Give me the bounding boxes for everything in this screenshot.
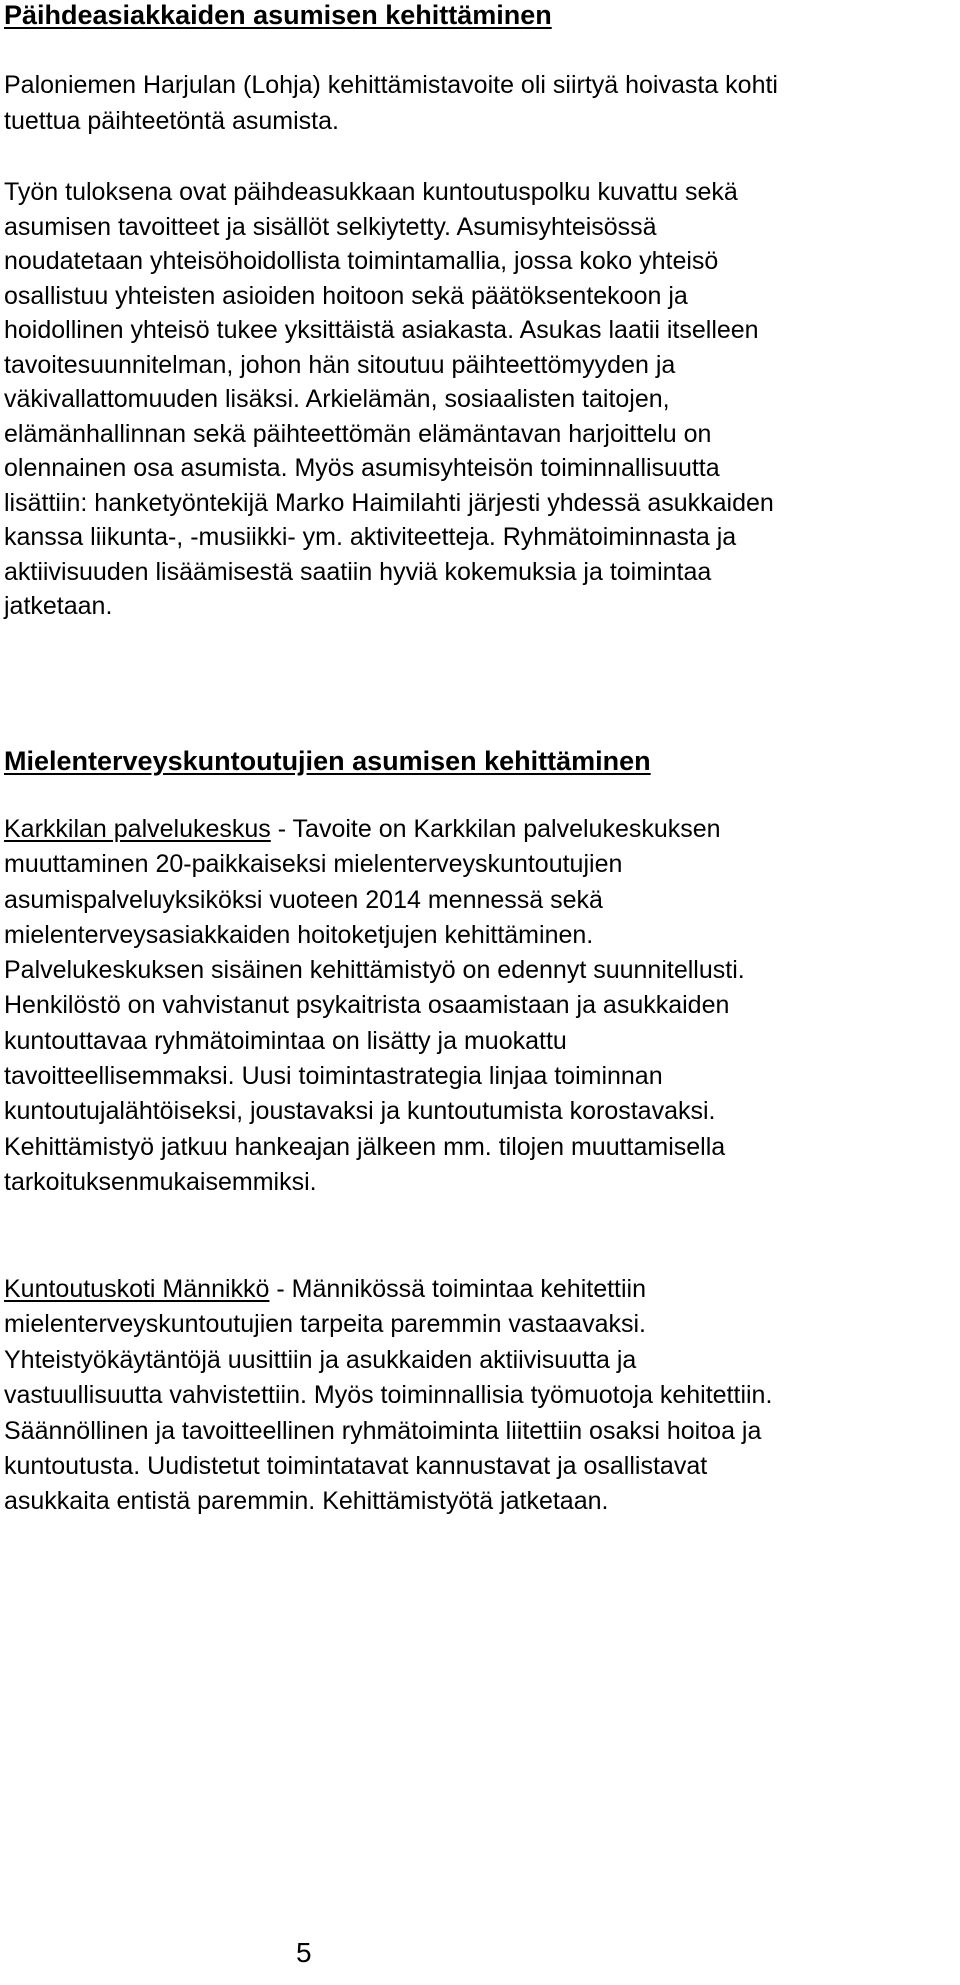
section-heading-mielenterveyskuntoutujat: Mielenterveyskuntoutujien asumisen kehittäminen [4, 746, 651, 776]
page-number: 5 [296, 1937, 312, 1968]
section-heading-paihdeasiakkaat: Päihdeasiakkaiden asumisen kehittäminen [4, 0, 552, 30]
text-line: Palvelukeskuksen sisäinen kehittämistyö on edennyt suunnitellusti. [4, 956, 745, 985]
text-line: Yhteistyökäytäntöjä uusittiin ja asukkaiden aktiivisuutta ja [4, 1345, 637, 1374]
text-line: Henkilöstö on vahvistanut psykaitrista osaamistaan ja asukkaiden [4, 991, 730, 1020]
text-line: tavoitteellisemmaksi. Uusi toimintastrategia linjaa toiminnan [4, 1062, 663, 1091]
paragraph-karkkila [4, 812, 745, 1200]
label-kuntoutuskoti-mannikko: Kuntoutuskoti Männikkö [4, 1275, 270, 1303]
text-line: jatketaan. [4, 592, 113, 620]
paragraph-mannikko [4, 1272, 772, 1520]
text-line: tarkoituksenmukaisemmiksi. [4, 1167, 317, 1196]
text-line: olennainen osa asumista. Myös asumisyhteisön toiminnallisuutta [4, 454, 720, 482]
text-line: väkivallattomuuden lisäksi. Arkielämän, sosiaalisten taitojen, [4, 385, 670, 413]
text-line: Työn tuloksena ovat päihdeasukkaan kuntoutuspolku kuvattu sekä [4, 178, 738, 206]
text-line: kuntoutusta. Uudistetut toimintatavat kannustavat ja osallistavat [4, 1452, 708, 1481]
paragraph-harjula-results [4, 175, 774, 624]
text-line: asukkaita entistä paremmin. Kehittämistyötä jatketaan. [4, 1487, 609, 1516]
paragraph-harjula-goal [4, 67, 778, 139]
text-line: osallistuu yhteisten asioiden hoitoon sekä päätöksentekoon ja [4, 281, 688, 310]
text-line: elämänhallinnan sekä päihteettömän elämäntavan harjoittelu on [4, 419, 712, 448]
text-line: hoidollinen yhteisö tukee yksittäistä asiakasta. Asukas laatii itselleen [4, 316, 759, 344]
text-line: tuettua päihteetöntä asumista. [4, 107, 339, 135]
text-line: mielenterveyskuntoutujien tarpeita paremmin vastaavaksi. [4, 1310, 646, 1339]
text-line: Paloniemen Harjulan (Lohja) kehittämistavoite oli siirtyä hoivasta kohti [4, 71, 778, 99]
text-line: - Männikössä toimintaa kehitettiin [269, 1275, 646, 1303]
text-line: noudatetaan yhteisöhoidollista toimintamallia, jossa koko yhteisö [4, 247, 719, 275]
text-line: kuntoutujalähtöiseksi, joustavaksi ja kuntoutumista korostavaksi. [4, 1097, 716, 1126]
label-karkkilan-palvelukeskus: Karkkilan palvelukeskus [4, 815, 271, 843]
text-line: tavoitesuunnitelman, johon hän sitoutuu päihteettömyyden ja [4, 350, 676, 379]
text-line: asumisen tavoitteet ja sisällöt selkiytetty. Asumisyhteisössä [4, 212, 657, 241]
text-line: muuttaminen 20-paikkaiseksi mielenterveyskuntoutujien [4, 850, 623, 879]
text-line: lisättiin: hanketyöntekijä Marko Haimilahti järjesti yhdessä asukkaiden [4, 488, 774, 517]
text-line: aktiivisuuden lisäämisestä saatiin hyviä kokemuksia ja toimintaa [4, 557, 712, 586]
text-line: asumispalveluyksiköksi vuoteen 2014 mennessä sekä [4, 885, 603, 914]
text-line: kanssa liikunta-, -musiikki- ym. aktiviteetteja. Ryhmätoiminnasta ja [4, 523, 737, 551]
text-line: mielenterveysasiakkaiden hoitoketjujen kehittäminen. [4, 920, 594, 949]
text-line: Kehittämistyö jatkuu hankeajan jälkeen mm. tilojen muuttamisella [4, 1132, 726, 1161]
text-line: vastuullisuutta vahvistettiin. Myös toiminnallisia työmuotoja kehitettiin. [4, 1381, 773, 1410]
text-line: kuntouttavaa ryhmätoimintaa on lisätty ja muokattu [4, 1026, 567, 1055]
text-line: Säännöllinen ja tavoitteellinen ryhmätoiminta liitettiin osaksi hoitoa ja [4, 1416, 762, 1445]
text-line: - Tavoite on Karkkilan palvelukeskuksen [270, 815, 721, 843]
